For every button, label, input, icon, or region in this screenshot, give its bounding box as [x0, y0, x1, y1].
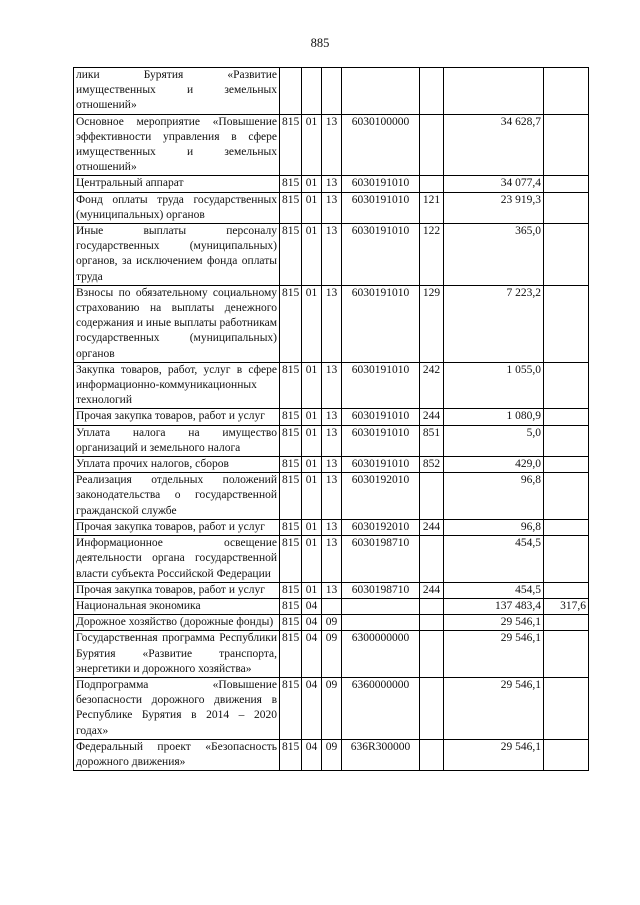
- subsection-code-cell: 13: [322, 519, 342, 535]
- section-code-cell: 04: [302, 598, 322, 614]
- target-article-cell: 6030191010: [342, 285, 420, 362]
- ministry-code-cell: 815: [280, 582, 302, 598]
- ministry-code-cell: 815: [280, 598, 302, 614]
- amount-extra-cell: [544, 473, 589, 520]
- expense-type-cell: 129: [420, 285, 444, 362]
- subsection-code-cell: 09: [322, 615, 342, 631]
- ministry-code-cell: 815: [280, 362, 302, 409]
- item-name-cell: Подпрограмма «Повышение безопасности дорожного движения в Республике Бурятия в 2014 – 2020 годах»: [74, 677, 280, 739]
- amount-extra-cell: [544, 677, 589, 739]
- item-name-cell: лики Бурятия «Развитие имущественных и земельных отношений»: [74, 68, 280, 115]
- expense-type-cell: 121: [420, 192, 444, 223]
- expense-type-cell: [420, 536, 444, 583]
- subsection-code-cell: 13: [322, 176, 342, 192]
- ministry-code-cell: 815: [280, 176, 302, 192]
- ministry-code-cell: 815: [280, 631, 302, 678]
- amount-cell: 7 223,2: [444, 285, 544, 362]
- amount-cell: 429,0: [444, 457, 544, 473]
- ministry-code-cell: 815: [280, 615, 302, 631]
- amount-cell: [444, 68, 544, 115]
- amount-extra-cell: [544, 457, 589, 473]
- table-row: [74, 176, 589, 192]
- section-code-cell: 01: [302, 114, 322, 176]
- expense-type-cell: 851: [420, 425, 444, 456]
- amount-extra-cell: [544, 425, 589, 456]
- item-name-cell: Информационное освещение деятельности органа государственной власти субъекта Российской Федерации: [74, 536, 280, 583]
- section-code-cell: 01: [302, 224, 322, 286]
- section-code-cell: 01: [302, 362, 322, 409]
- ministry-code-cell: 815: [280, 473, 302, 520]
- expense-type-cell: [420, 677, 444, 739]
- section-code-cell: 04: [302, 739, 322, 770]
- section-code-cell: 01: [302, 519, 322, 535]
- target-article-cell: 6030100000: [342, 114, 420, 176]
- amount-cell: 96,8: [444, 473, 544, 520]
- subsection-code-cell: 13: [322, 582, 342, 598]
- section-code-cell: 01: [302, 425, 322, 456]
- table-row: [74, 615, 589, 631]
- amount-cell: 1 055,0: [444, 362, 544, 409]
- amount-cell: 23 919,3: [444, 192, 544, 223]
- table-row: [74, 739, 589, 770]
- item-name-cell: Взносы по обязательному социальному страхованию на выплаты денежного содержания и иные выплаты работникам государственных (муниципальных) органов: [74, 285, 280, 362]
- target-article-cell: 636R300000: [342, 739, 420, 770]
- target-article-cell: 6300000000: [342, 631, 420, 678]
- section-code-cell: 01: [302, 536, 322, 583]
- target-article-cell: 6360000000: [342, 677, 420, 739]
- subsection-code-cell: 13: [322, 285, 342, 362]
- subsection-code-cell: 13: [322, 425, 342, 456]
- amount-extra-cell: [544, 631, 589, 678]
- amount-cell: 96,8: [444, 519, 544, 535]
- expense-type-cell: 244: [420, 519, 444, 535]
- target-article-cell: 6030191010: [342, 176, 420, 192]
- amount-extra-cell: [544, 519, 589, 535]
- amount-cell: 454,5: [444, 536, 544, 583]
- table-row: [74, 457, 589, 473]
- section-code-cell: 04: [302, 631, 322, 678]
- section-code-cell: 01: [302, 409, 322, 425]
- ministry-code-cell: 815: [280, 739, 302, 770]
- table-row: [74, 362, 589, 409]
- target-article-cell: 6030191010: [342, 425, 420, 456]
- section-code-cell: 01: [302, 457, 322, 473]
- item-name-cell: Прочая закупка товаров, работ и услуг: [74, 519, 280, 535]
- amount-extra-cell: [544, 739, 589, 770]
- expense-type-cell: [420, 598, 444, 614]
- item-name-cell: Реализация отдельных положений законодательства о государственной гражданской службе: [74, 473, 280, 520]
- item-name-cell: Иные выплаты персоналу государственных (муниципальных) органов, за исключением фонда оплаты труда: [74, 224, 280, 286]
- amount-extra-cell: [544, 582, 589, 598]
- amount-extra-cell: [544, 114, 589, 176]
- table-row: [74, 598, 589, 614]
- expense-type-cell: [420, 615, 444, 631]
- ministry-code-cell: 815: [280, 536, 302, 583]
- item-name-cell: Государственная программа Республики Бурятия «Развитие транспорта, энергетики и дорожного хозяйства»: [74, 631, 280, 678]
- expense-type-cell: [420, 176, 444, 192]
- section-code-cell: 01: [302, 192, 322, 223]
- target-article-cell: 6030198710: [342, 582, 420, 598]
- ministry-code-cell: 815: [280, 285, 302, 362]
- section-code-cell: 01: [302, 176, 322, 192]
- amount-extra-cell: [544, 362, 589, 409]
- subsection-code-cell: 13: [322, 114, 342, 176]
- item-name-cell: Федеральный проект «Безопасность дорожного движения»: [74, 739, 280, 770]
- target-article-cell: [342, 615, 420, 631]
- item-name-cell: Уплата налога на имущество организаций и земельного налога: [74, 425, 280, 456]
- target-article-cell: 6030191010: [342, 457, 420, 473]
- table-row: [74, 473, 589, 520]
- expense-type-cell: 852: [420, 457, 444, 473]
- section-code-cell: 04: [302, 615, 322, 631]
- subsection-code-cell: 13: [322, 457, 342, 473]
- ministry-code-cell: 815: [280, 519, 302, 535]
- subsection-code-cell: 09: [322, 677, 342, 739]
- section-code-cell: 01: [302, 285, 322, 362]
- target-article-cell: 6030191010: [342, 192, 420, 223]
- section-code-cell: 01: [302, 582, 322, 598]
- amount-cell: 29 546,1: [444, 739, 544, 770]
- amount-extra-cell: [544, 176, 589, 192]
- expense-type-cell: 244: [420, 582, 444, 598]
- amount-cell: 34 077,4: [444, 176, 544, 192]
- table-row: [74, 677, 589, 739]
- amount-cell: 29 546,1: [444, 631, 544, 678]
- expense-type-cell: [420, 473, 444, 520]
- table-row: [74, 425, 589, 456]
- ministry-code-cell: 815: [280, 192, 302, 223]
- item-name-cell: Основное мероприятие «Повышение эффективности управления в сфере имущественных и земельных отношений»: [74, 114, 280, 176]
- item-name-cell: Прочая закупка товаров, работ и услуг: [74, 582, 280, 598]
- page-number: 885: [310, 36, 330, 50]
- amount-cell: 5,0: [444, 425, 544, 456]
- ministry-code-cell: 815: [280, 224, 302, 286]
- amount-extra-cell: [544, 285, 589, 362]
- item-name-cell: Центральный аппарат: [74, 176, 280, 192]
- table-body: [74, 68, 589, 771]
- table-row: [74, 631, 589, 678]
- target-article-cell: 6030191010: [342, 224, 420, 286]
- section-code-cell: 04: [302, 677, 322, 739]
- table-row: [74, 582, 589, 598]
- item-name-cell: Уплата прочих налогов, сборов: [74, 457, 280, 473]
- target-article-cell: [342, 598, 420, 614]
- table-row: [74, 285, 589, 362]
- expense-type-cell: 242: [420, 362, 444, 409]
- subsection-code-cell: 13: [322, 224, 342, 286]
- target-article-cell: 6030192010: [342, 519, 420, 535]
- subsection-code-cell: [322, 598, 342, 614]
- amount-extra-cell: [544, 409, 589, 425]
- amount-extra-cell: [544, 615, 589, 631]
- target-article-cell: 6030192010: [342, 473, 420, 520]
- amount-cell: 454,5: [444, 582, 544, 598]
- amount-cell: 365,0: [444, 224, 544, 286]
- subsection-code-cell: 09: [322, 739, 342, 770]
- item-name-cell: Прочая закупка товаров, работ и услуг: [74, 409, 280, 425]
- target-article-cell: [342, 68, 420, 115]
- budget-table: [73, 67, 589, 771]
- amount-extra-cell: [544, 68, 589, 115]
- amount-extra-cell: [544, 192, 589, 223]
- target-article-cell: 6030191010: [342, 362, 420, 409]
- ministry-code-cell: [280, 68, 302, 115]
- subsection-code-cell: [322, 68, 342, 115]
- amount-extra-cell: [544, 224, 589, 286]
- subsection-code-cell: 13: [322, 536, 342, 583]
- subsection-code-cell: 09: [322, 631, 342, 678]
- amount-cell: 1 080,9: [444, 409, 544, 425]
- amount-cell: 137 483,4: [444, 598, 544, 614]
- ministry-code-cell: 815: [280, 114, 302, 176]
- expense-type-cell: [420, 114, 444, 176]
- ministry-code-cell: 815: [280, 677, 302, 739]
- table-row: [74, 519, 589, 535]
- amount-extra-cell: 317,6: [544, 598, 589, 614]
- expense-type-cell: 244: [420, 409, 444, 425]
- ministry-code-cell: 815: [280, 457, 302, 473]
- item-name-cell: Фонд оплаты труда государственных (муниципальных) органов: [74, 192, 280, 223]
- ministry-code-cell: 815: [280, 409, 302, 425]
- target-article-cell: 6030198710: [342, 536, 420, 583]
- expense-type-cell: [420, 631, 444, 678]
- subsection-code-cell: 13: [322, 362, 342, 409]
- item-name-cell: Национальная экономика: [74, 598, 280, 614]
- ministry-code-cell: 815: [280, 425, 302, 456]
- table-row: [74, 224, 589, 286]
- subsection-code-cell: 13: [322, 409, 342, 425]
- item-name-cell: Дорожное хозяйство (дорожные фонды): [74, 615, 280, 631]
- table-row: [74, 192, 589, 223]
- subsection-code-cell: 13: [322, 192, 342, 223]
- amount-cell: 29 546,1: [444, 615, 544, 631]
- table-row: [74, 68, 589, 115]
- target-article-cell: 6030191010: [342, 409, 420, 425]
- table-row: [74, 114, 589, 176]
- amount-cell: 29 546,1: [444, 677, 544, 739]
- item-name-cell: Закупка товаров, работ, услуг в сфере информационно-коммуникационных технологий: [74, 362, 280, 409]
- expense-type-cell: [420, 739, 444, 770]
- expense-type-cell: 122: [420, 224, 444, 286]
- table-row: [74, 409, 589, 425]
- amount-extra-cell: [544, 536, 589, 583]
- section-code-cell: 01: [302, 473, 322, 520]
- expense-type-cell: [420, 68, 444, 115]
- section-code-cell: [302, 68, 322, 115]
- table-row: [74, 536, 589, 583]
- amount-cell: 34 628,7: [444, 114, 544, 176]
- subsection-code-cell: 13: [322, 473, 342, 520]
